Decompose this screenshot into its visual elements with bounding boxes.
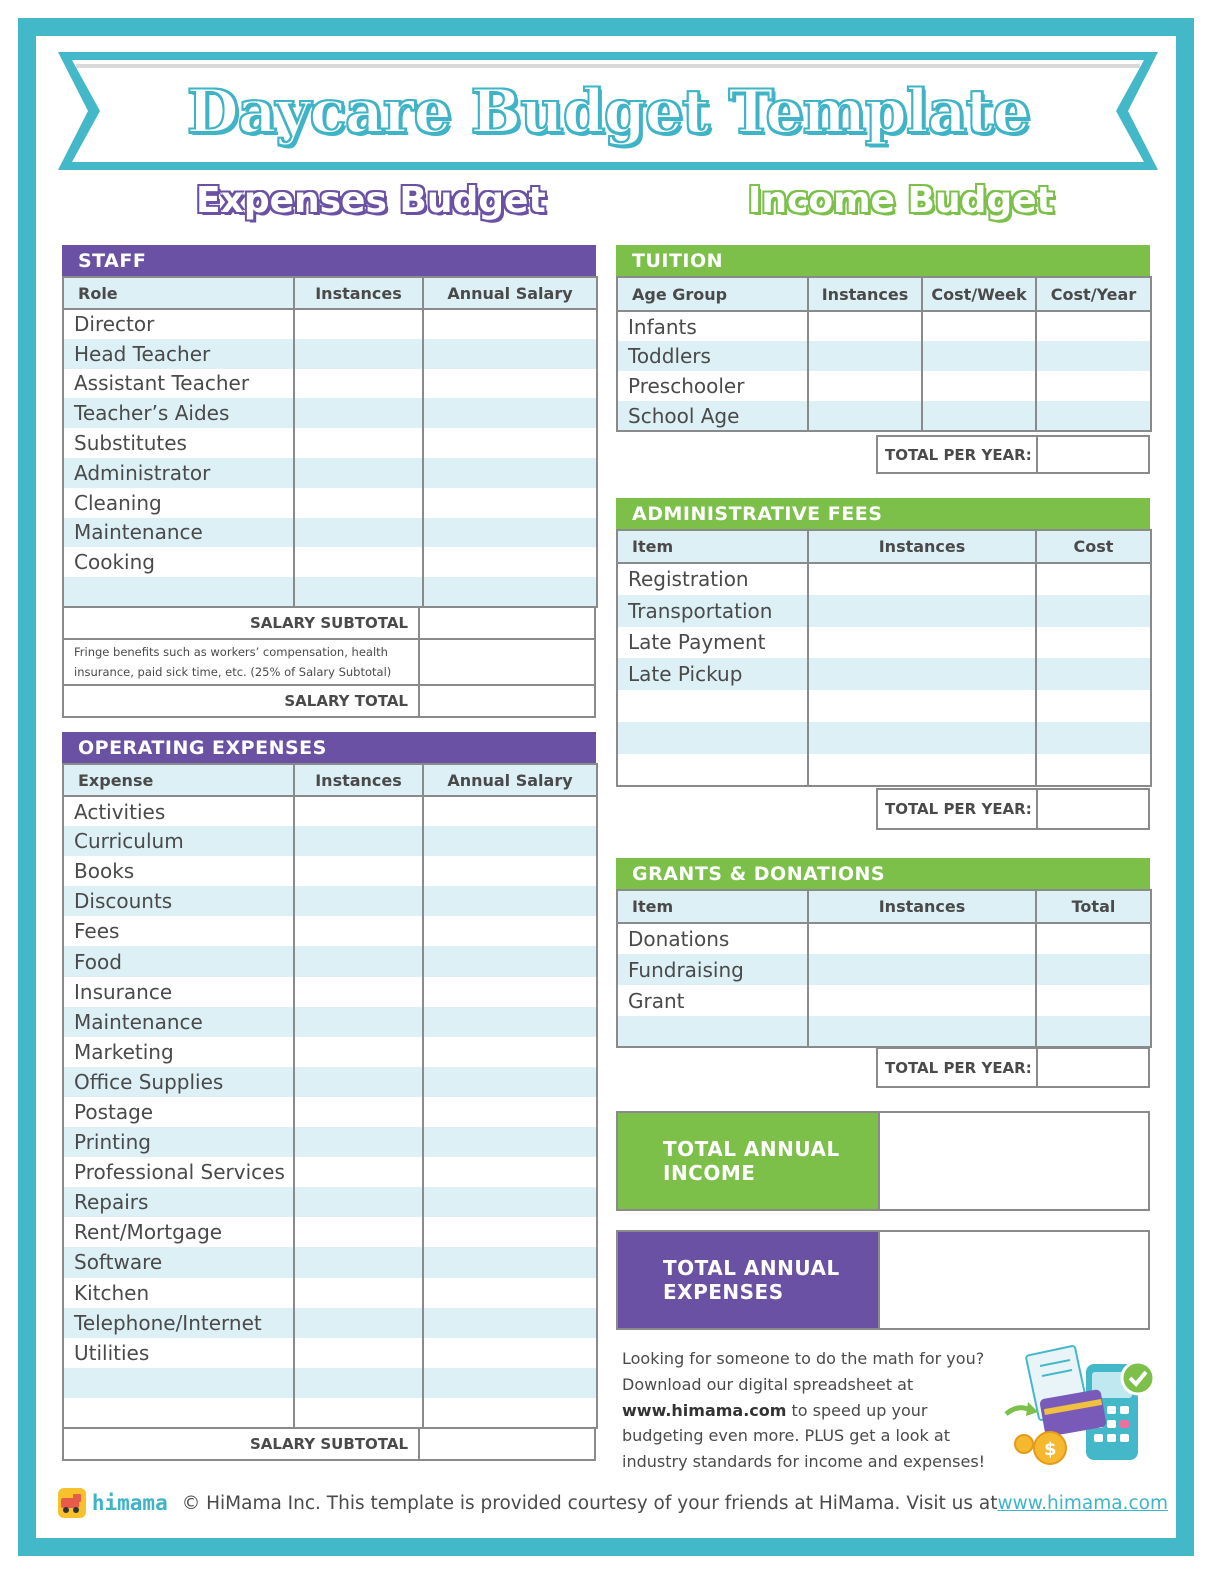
input-cell[interactable] [294,518,423,548]
tuition-total-row [876,435,1150,474]
table-row [617,1016,1151,1047]
column-header: Instances [294,764,423,796]
himama-logo-icon [58,1488,86,1518]
salary-total-row [62,686,596,718]
grants-total-field[interactable] [1038,1049,1148,1086]
row-label: Transportation [617,595,808,627]
staff-header: STAFF [62,245,596,276]
input-cell[interactable] [423,1308,597,1338]
input-cell[interactable] [294,1338,423,1368]
input-cell[interactable] [423,1398,597,1428]
himama-logo-text: himama [91,1491,168,1515]
column-header: Instances [808,530,1036,563]
table-row [63,547,597,577]
input-cell[interactable] [808,595,1036,627]
row-label: Maintenance [63,518,294,548]
row-label: Kitchen [63,1278,294,1308]
input-cell[interactable] [808,563,1036,595]
input-cell[interactable] [294,1278,423,1308]
income-title: Income Budget [748,180,1054,221]
row-label: Maintenance [63,1007,294,1037]
operating-section [62,732,596,1461]
fringe-note: Fringe benefits such as workers’ compensation, health insurance, paid sick time, etc. (25% of Salary Subtotal) [64,640,420,684]
table-row [63,1157,597,1187]
input-cell[interactable] [423,518,597,548]
table-row [63,1338,597,1368]
operating-subtotal-label: SALARY SUBTOTAL [64,1429,420,1459]
table-row [617,401,1151,431]
table-row [617,595,1151,627]
row-label [617,722,808,754]
admin-fees-total-field[interactable] [1038,790,1148,828]
admin-fees-table [616,529,1152,787]
table-row [617,954,1151,985]
grants-header: GRANTS & DONATIONS [616,858,1150,889]
input-cell[interactable] [294,856,423,886]
table-row [63,1247,597,1277]
tuition-table [616,276,1152,432]
input-cell[interactable] [423,796,597,826]
total-income-label: TOTAL ANNUAL INCOME [618,1113,878,1209]
table-row [617,371,1151,401]
column-header: Cost [1036,530,1151,563]
table-row [63,369,597,399]
column-header: Instances [294,277,423,309]
admin-fees-section [616,498,1150,787]
table-row [617,341,1151,371]
input-cell[interactable] [423,1037,597,1067]
row-label: Grant [617,985,808,1016]
svg-text:$: $ [1044,1439,1057,1460]
input-cell[interactable] [423,458,597,488]
input-cell[interactable] [1036,985,1151,1016]
table-row [63,1368,597,1398]
row-label: Fundraising [617,954,808,985]
column-header: Item [617,530,808,563]
input-cell[interactable] [808,754,1036,786]
tuition-header: TUITION [616,245,1150,276]
expenses-title: Expenses Budget [196,180,546,221]
column-header: Instances [808,277,922,311]
table-row [63,946,597,976]
table-row [63,1097,597,1127]
input-cell[interactable] [808,311,922,341]
input-cell[interactable] [808,401,922,431]
input-cell[interactable] [423,428,597,458]
row-label: Rent/Mortgage [63,1217,294,1247]
grants-total-row [876,1047,1150,1088]
input-cell[interactable] [423,1157,597,1187]
row-label: Substitutes [63,428,294,458]
table-row [617,627,1151,659]
input-cell[interactable] [294,398,423,428]
input-cell[interactable] [294,309,423,339]
table-row [63,1187,597,1217]
input-cell[interactable] [423,1007,597,1037]
row-label: Head Teacher [63,339,294,369]
table-row [63,577,597,607]
row-label: Fees [63,916,294,946]
row-label: Food [63,946,294,976]
row-label: Discounts [63,886,294,916]
input-cell[interactable] [294,977,423,1007]
promo-text [622,1346,1002,1475]
salary-subtotal-row [62,608,596,640]
input-cell[interactable] [294,796,423,826]
total-expenses-row [616,1230,1150,1330]
total-expenses-label: TOTAL ANNUAL EXPENSES [618,1232,878,1328]
input-cell[interactable] [1036,311,1151,341]
table-row [63,518,597,548]
column-header: Cost/Week [922,277,1036,311]
row-label [63,1398,294,1428]
tuition-total-label: TOTAL PER YEAR: [878,437,1038,472]
table-row [63,398,597,428]
column-header: Total [1036,890,1151,923]
table-row [63,1067,597,1097]
input-cell[interactable] [294,1127,423,1157]
grants-total-label: TOTAL PER YEAR: [878,1049,1038,1086]
row-label: Utilities [63,1338,294,1368]
table-row [63,1007,597,1037]
column-header: Role [63,277,294,309]
row-label: Registration [617,563,808,595]
table-row [617,690,1151,722]
input-cell[interactable] [808,1016,1036,1047]
input-cell[interactable] [1036,401,1151,431]
input-cell[interactable] [808,722,1036,754]
input-cell[interactable] [922,341,1036,371]
row-label: Late Payment [617,627,808,659]
row-label: Professional Services [63,1157,294,1187]
row-label: Books [63,856,294,886]
input-cell[interactable] [423,1187,597,1217]
operating-subtotal-row [62,1429,596,1461]
input-cell[interactable] [294,339,423,369]
staff-section [62,245,596,718]
input-cell[interactable] [294,458,423,488]
input-cell[interactable] [294,1187,423,1217]
salary-total-field[interactable] [420,686,594,716]
column-header: Item [617,890,808,923]
row-label [63,577,294,607]
admin-fees-total-label: TOTAL PER YEAR: [878,790,1038,828]
input-cell[interactable] [423,547,597,577]
table-row [617,923,1151,954]
footer [58,1487,1168,1519]
row-label: Postage [63,1097,294,1127]
column-header: Annual Salary [423,764,597,796]
input-cell[interactable] [423,1097,597,1127]
table-row [617,754,1151,786]
input-cell[interactable] [294,1157,423,1187]
row-label [63,1368,294,1398]
salary-total-label: SALARY TOTAL [64,686,420,716]
input-cell[interactable] [294,1067,423,1097]
table-row [63,856,597,886]
grants-table [616,889,1152,1048]
table-row [63,1037,597,1067]
row-label: Activities [63,796,294,826]
input-cell[interactable] [808,627,1036,659]
page-title: Daycare Budget Template [186,77,1030,147]
input-cell[interactable] [423,856,597,886]
input-cell[interactable] [294,577,423,607]
input-cell[interactable] [423,1278,597,1308]
footer-link[interactable]: www.himama.com [997,1492,1168,1514]
input-cell[interactable] [1036,690,1151,722]
table-row [63,826,597,856]
row-label: Administrator [63,458,294,488]
table-row [63,1398,597,1428]
table-row [63,1127,597,1157]
grants-section [616,858,1150,1048]
input-cell[interactable] [423,369,597,399]
row-label: Curriculum [63,826,294,856]
input-cell[interactable] [808,690,1036,722]
table-row [63,339,597,369]
input-cell[interactable] [808,371,922,401]
input-cell[interactable] [294,369,423,399]
row-label: Office Supplies [63,1067,294,1097]
row-label [617,754,808,786]
input-cell[interactable] [423,916,597,946]
input-cell[interactable] [808,923,1036,954]
input-cell[interactable] [1036,754,1151,786]
tuition-total-field[interactable] [1038,437,1148,472]
table-row [617,722,1151,754]
row-label: Donations [617,923,808,954]
input-cell[interactable] [294,1097,423,1127]
total-income-field[interactable] [878,1113,1148,1209]
input-cell[interactable] [423,886,597,916]
table-row [63,428,597,458]
row-label: Repairs [63,1187,294,1217]
input-cell[interactable] [294,488,423,518]
table-row [63,886,597,916]
input-cell[interactable] [1036,563,1151,595]
column-header: Age Group [617,277,808,311]
row-label: Printing [63,1127,294,1157]
table-row [63,977,597,1007]
total-expenses-field[interactable] [878,1232,1148,1328]
row-label: Cooking [63,547,294,577]
input-cell[interactable] [294,916,423,946]
staff-table [62,276,598,608]
input-cell[interactable] [423,309,597,339]
input-cell[interactable] [294,1308,423,1338]
row-label [617,690,808,722]
row-label: Late Pickup [617,658,808,690]
input-cell[interactable] [294,826,423,856]
input-cell[interactable] [423,1368,597,1398]
operating-subtotal-field[interactable] [420,1429,594,1459]
row-label: Software [63,1247,294,1277]
row-label: School Age [617,401,808,431]
input-cell[interactable] [423,577,597,607]
input-cell[interactable] [1036,722,1151,754]
promo-line: Looking for someone to do the math for you? Download our digital spreadsheet at [622,1349,985,1394]
fringe-row [62,640,596,686]
promo-url[interactable]: www.himama.com [622,1400,787,1420]
table-row [63,1278,597,1308]
promo-line: to speed up your budgeting even more. PLUS get a look at industry standards for income and expenses! [622,1400,986,1472]
input-cell[interactable] [423,1338,597,1368]
table-row [617,563,1151,595]
column-header: Instances [808,890,1036,923]
row-label: Marketing [63,1037,294,1067]
input-cell[interactable] [922,311,1036,341]
input-cell[interactable] [1036,371,1151,401]
title-banner [58,52,1158,170]
row-label: Assistant Teacher [63,369,294,399]
table-row [63,916,597,946]
input-cell[interactable] [294,1398,423,1428]
input-cell[interactable] [294,1247,423,1277]
input-cell[interactable] [294,1368,423,1398]
input-cell[interactable] [1036,595,1151,627]
table-row [63,488,597,518]
input-cell[interactable] [423,826,597,856]
column-header: Expense [63,764,294,796]
input-cell[interactable] [922,371,1036,401]
row-label: Insurance [63,977,294,1007]
input-cell[interactable] [423,1217,597,1247]
salary-subtotal-field[interactable] [420,608,594,638]
input-cell[interactable] [423,1247,597,1277]
input-cell[interactable] [294,1037,423,1067]
input-cell[interactable] [1036,658,1151,690]
row-label: Telephone/Internet [63,1308,294,1338]
input-cell[interactable] [423,946,597,976]
input-cell[interactable] [1036,341,1151,371]
fringe-field[interactable] [420,640,594,684]
input-cell[interactable] [423,398,597,428]
calculator-illustration-icon [1000,1344,1158,1474]
table-row [617,311,1151,341]
row-label [617,1016,808,1047]
input-cell[interactable] [423,1067,597,1097]
input-cell[interactable] [1036,627,1151,659]
column-header: Cost/Year [1036,277,1151,311]
input-cell[interactable] [294,946,423,976]
input-cell[interactable] [294,886,423,916]
operating-header: OPERATING EXPENSES [62,732,596,763]
row-label: Preschooler [617,371,808,401]
admin-fees-header: ADMINISTRATIVE FEES [616,498,1150,529]
input-cell[interactable] [1036,1016,1151,1047]
admin-fees-total-row [876,788,1150,830]
table-row [617,658,1151,690]
table-row [63,1217,597,1247]
input-cell[interactable] [808,341,922,371]
row-label: Infants [617,311,808,341]
table-row [63,796,597,826]
input-cell[interactable] [294,1007,423,1037]
input-cell[interactable] [423,488,597,518]
table-row [63,1308,597,1338]
input-cell[interactable] [808,954,1036,985]
footer-text: © HiMama Inc. This template is provided courtesy of your friends at HiMama. Visit us at [181,1492,998,1514]
input-cell[interactable] [423,339,597,369]
input-cell[interactable] [1036,954,1151,985]
tuition-section [616,245,1150,432]
input-cell[interactable] [922,401,1036,431]
input-cell[interactable] [294,547,423,577]
input-cell[interactable] [423,1127,597,1157]
operating-table [62,763,598,1429]
row-label: Cleaning [63,488,294,518]
input-cell[interactable] [808,985,1036,1016]
table-row [63,458,597,488]
input-cell[interactable] [294,428,423,458]
input-cell[interactable] [294,1217,423,1247]
table-row [617,985,1151,1016]
input-cell[interactable] [808,658,1036,690]
table-row [63,309,597,339]
row-label: Director [63,309,294,339]
input-cell[interactable] [423,977,597,1007]
row-label: Toddlers [617,341,808,371]
input-cell[interactable] [1036,923,1151,954]
column-header: Annual Salary [423,277,597,309]
total-income-row [616,1111,1150,1211]
row-label: Teacher’s Aides [63,398,294,428]
salary-subtotal-label: SALARY SUBTOTAL [64,608,420,638]
